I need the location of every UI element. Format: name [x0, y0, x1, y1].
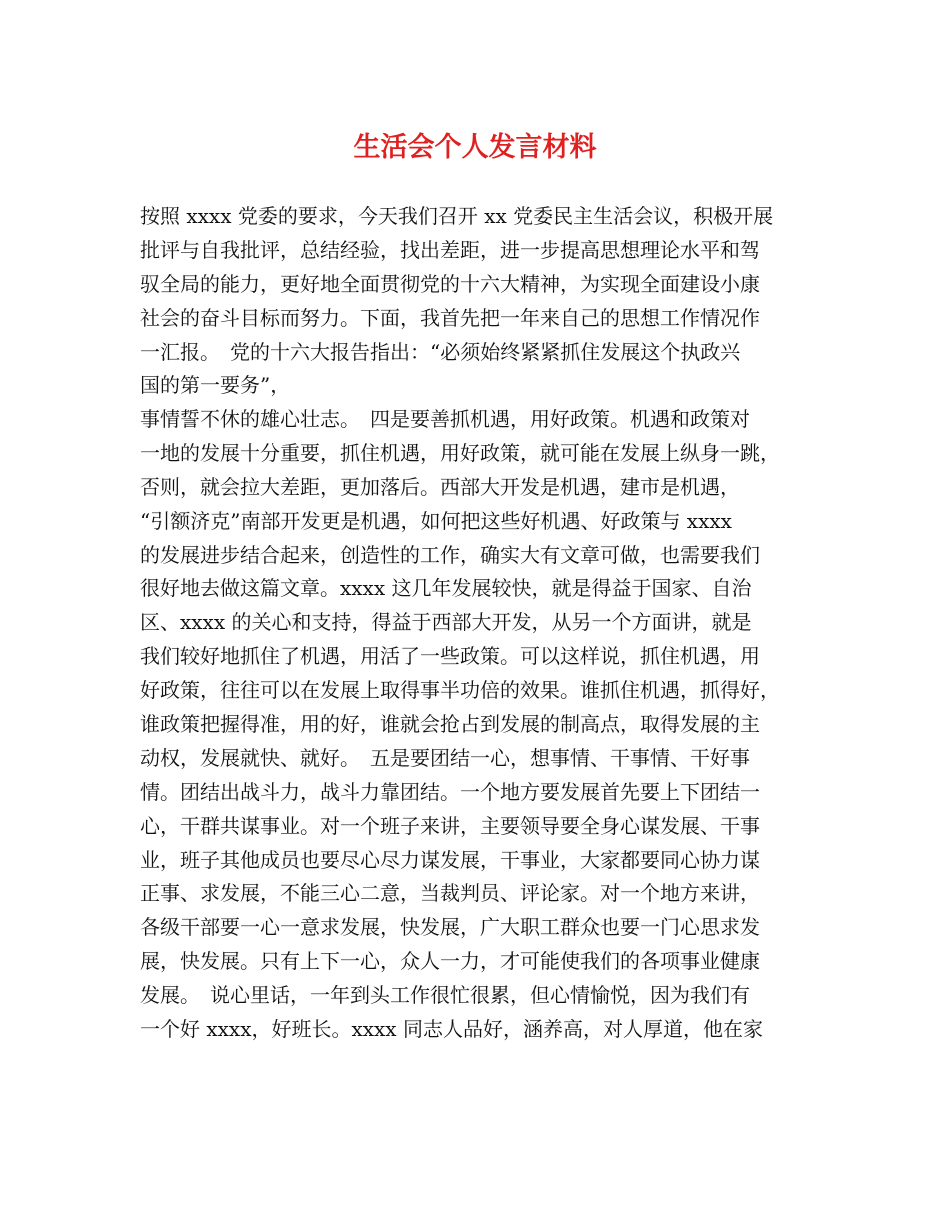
text-line: 展，快发展。只有上下一心，众人一力，才可能使我们的各项事业健康 — [140, 949, 760, 974]
text-line: 正事、求发展，不能三心二意，当裁判员、评论家。对一个地方来讲， — [140, 881, 760, 906]
document-title: 生活会个人发言材料 — [353, 132, 597, 163]
text-line: 按照 xxxx 党委的要求，今天我们召开 xx 党委民主生活会议，积极开展 — [140, 204, 774, 228]
text-line: 区、xxxx 的关心和支持，得益于西部大开发，从另一个方面讲，就是 — [140, 610, 752, 635]
text-line: 国的第一要务”， — [140, 373, 291, 398]
text-line: 心，干群共谋事业。对一个班子来讲，主要领导要全身心谋发展、干事 — [140, 813, 760, 838]
text-line: 一地的发展十分重要，抓住机遇，用好政策，就可能在发展上纵身一跳， — [140, 440, 780, 465]
body-paragraph-2 — [140, 403, 820, 1047]
body-paragraph-1 — [140, 200, 820, 403]
text-line: 谁政策把握得准，用的好，谁就会抢占到发展的制高点，取得发展的主 — [140, 712, 760, 737]
text-line: 批评与自我批评，总结经验，找出差距，进一步提高思想理论水平和驾 — [140, 237, 760, 262]
text-line: 驭全局的能力，更好地全面贯彻党的十六大精神，为实现全面建设小康 — [140, 271, 760, 296]
text-line: 好政策，往往可以在发展上取得事半功倍的效果。谁抓住机遇，抓得好， — [140, 678, 780, 703]
text-line: 我们较好地抓住了机遇，用活了一些政策。可以这样说，抓住机遇，用 — [140, 644, 760, 669]
text-line: 发展。 说心里话，一年到头工作很忙很累，但心情愉悦，因为我们有 — [140, 983, 750, 1008]
text-line: 业，班子其他成员也要尽心尽力谋发展，干事业，大家都要同心协力谋 — [140, 847, 760, 872]
text-line: 事情誓不休的雄心壮志。 四是要善抓机遇，用好政策。机遇和政策对 — [140, 407, 750, 431]
text-line: 社会的奋斗目标而努力。下面，我首先把一年来自己的思想工作情况作 — [140, 305, 760, 330]
text-line: 情。团结出战斗力，战斗力靠团结。一个地方要发展首先要上下团结一 — [140, 779, 760, 804]
text-line: 很好地去做这篇文章。xxxx 这几年发展较快，就是得益于国家、自治 — [140, 576, 752, 601]
text-line: 动权，发展就快、就好。 五是要团结一心，想事情、干事情、干好事 — [140, 745, 750, 770]
text-line: 的发展进步结合起来，创造性的工作，确实大有文章可做，也需要我们 — [140, 542, 760, 567]
text-line: “引额济克”南部开发更是机遇，如何把这些好机遇、好政策与 xxxx — [140, 508, 732, 533]
text-line: 否则，就会拉大差距，更加落后。西部大开发是机遇，建市是机遇， — [140, 474, 740, 499]
text-line: 一个好 xxxx，好班长。xxxx 同志人品好，涵养高，对人厚道，他在家 — [140, 1017, 763, 1042]
text-line: 各级干部要一心一意求发展，快发展，广大职工群众也要一门心思求发 — [140, 915, 760, 940]
text-line: 一汇报。 党的十六大报告指出：“必须始终紧紧抓住发展这个执政兴 — [140, 339, 741, 364]
